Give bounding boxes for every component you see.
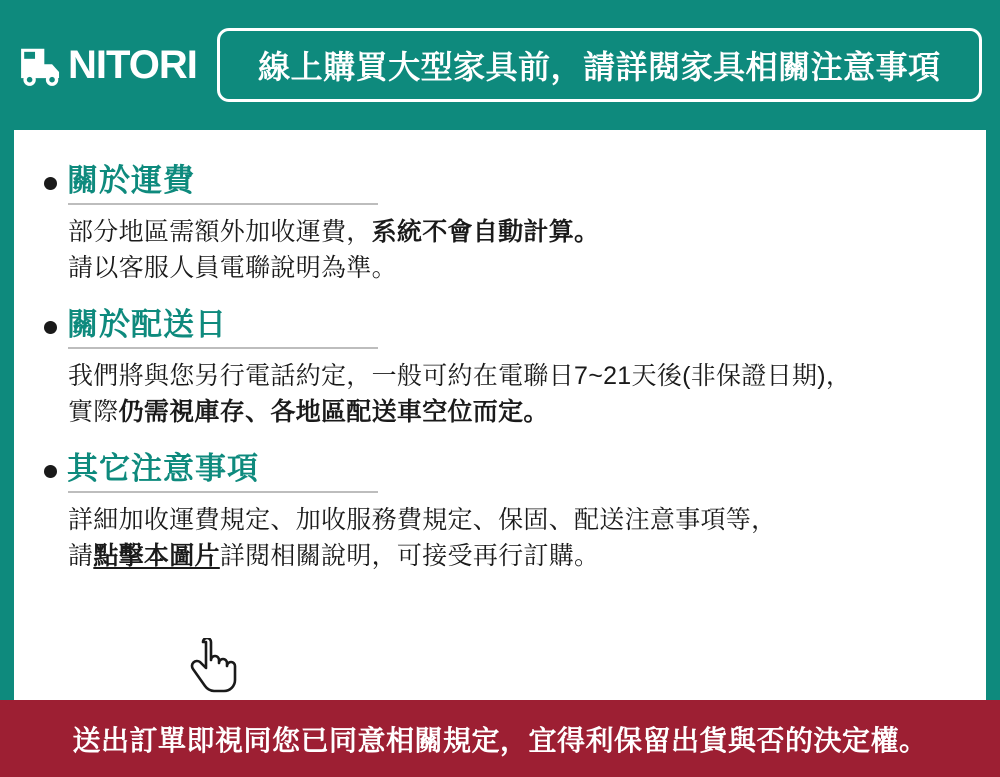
section-heading xyxy=(44,452,956,486)
body-line: 實際仍需視庫存、各地區配送車空位而定。 xyxy=(68,397,549,426)
notice-card xyxy=(14,130,986,700)
body-line: 請以客服人員電聯說明為準。 xyxy=(68,253,397,282)
image-detail-link[interactable]: 點擊本圖片 xyxy=(93,541,220,570)
footer-text: 送出訂單即視同您已同意相關規定，宜得利保留出貨與否的決定權。 xyxy=(72,724,928,756)
divider xyxy=(68,491,378,493)
bullet-dot-icon xyxy=(44,177,57,190)
section-heading xyxy=(44,308,956,342)
section-shipping-fee xyxy=(44,164,956,286)
divider xyxy=(68,203,378,205)
pointing-hand-cursor-icon xyxy=(186,638,246,700)
section-other-notes xyxy=(44,452,956,574)
delivery-truck-icon xyxy=(18,36,66,94)
bullet-dot-icon xyxy=(44,321,57,334)
bullet-dot-icon xyxy=(44,465,57,478)
divider xyxy=(68,347,378,349)
section-title: 關於運費 xyxy=(67,163,195,198)
section-body xyxy=(68,359,956,430)
section-body xyxy=(68,503,956,574)
banner-header xyxy=(0,0,1000,130)
section-title: 其它注意事項 xyxy=(67,451,259,487)
section-delivery-date xyxy=(44,308,956,430)
notice-sections xyxy=(14,130,986,574)
section-heading xyxy=(44,164,956,198)
body-line: 請點擊本圖片詳閱相關說明，可接受再行訂購。 xyxy=(68,541,600,570)
brand-name: NITORI xyxy=(68,43,197,87)
body-line: 詳細加收運費規定、加收服務費規定、保固、配送注意事項等， xyxy=(68,506,777,535)
header-title-box xyxy=(217,28,982,102)
page-title: 線上購買大型家具前，請詳閱家具相關注意事項 xyxy=(258,49,941,85)
banner-footer xyxy=(0,700,1000,777)
section-body xyxy=(68,215,956,286)
body-line: 部分地區需額外加收運費，系統不會自動計算。 xyxy=(68,218,600,247)
brand-logo xyxy=(18,36,203,94)
section-title: 關於配送日 xyxy=(67,307,227,343)
body-line: 我們將與您另行電話約定，一般可約在電聯日7~21天後(非保證日期)， xyxy=(68,362,852,391)
